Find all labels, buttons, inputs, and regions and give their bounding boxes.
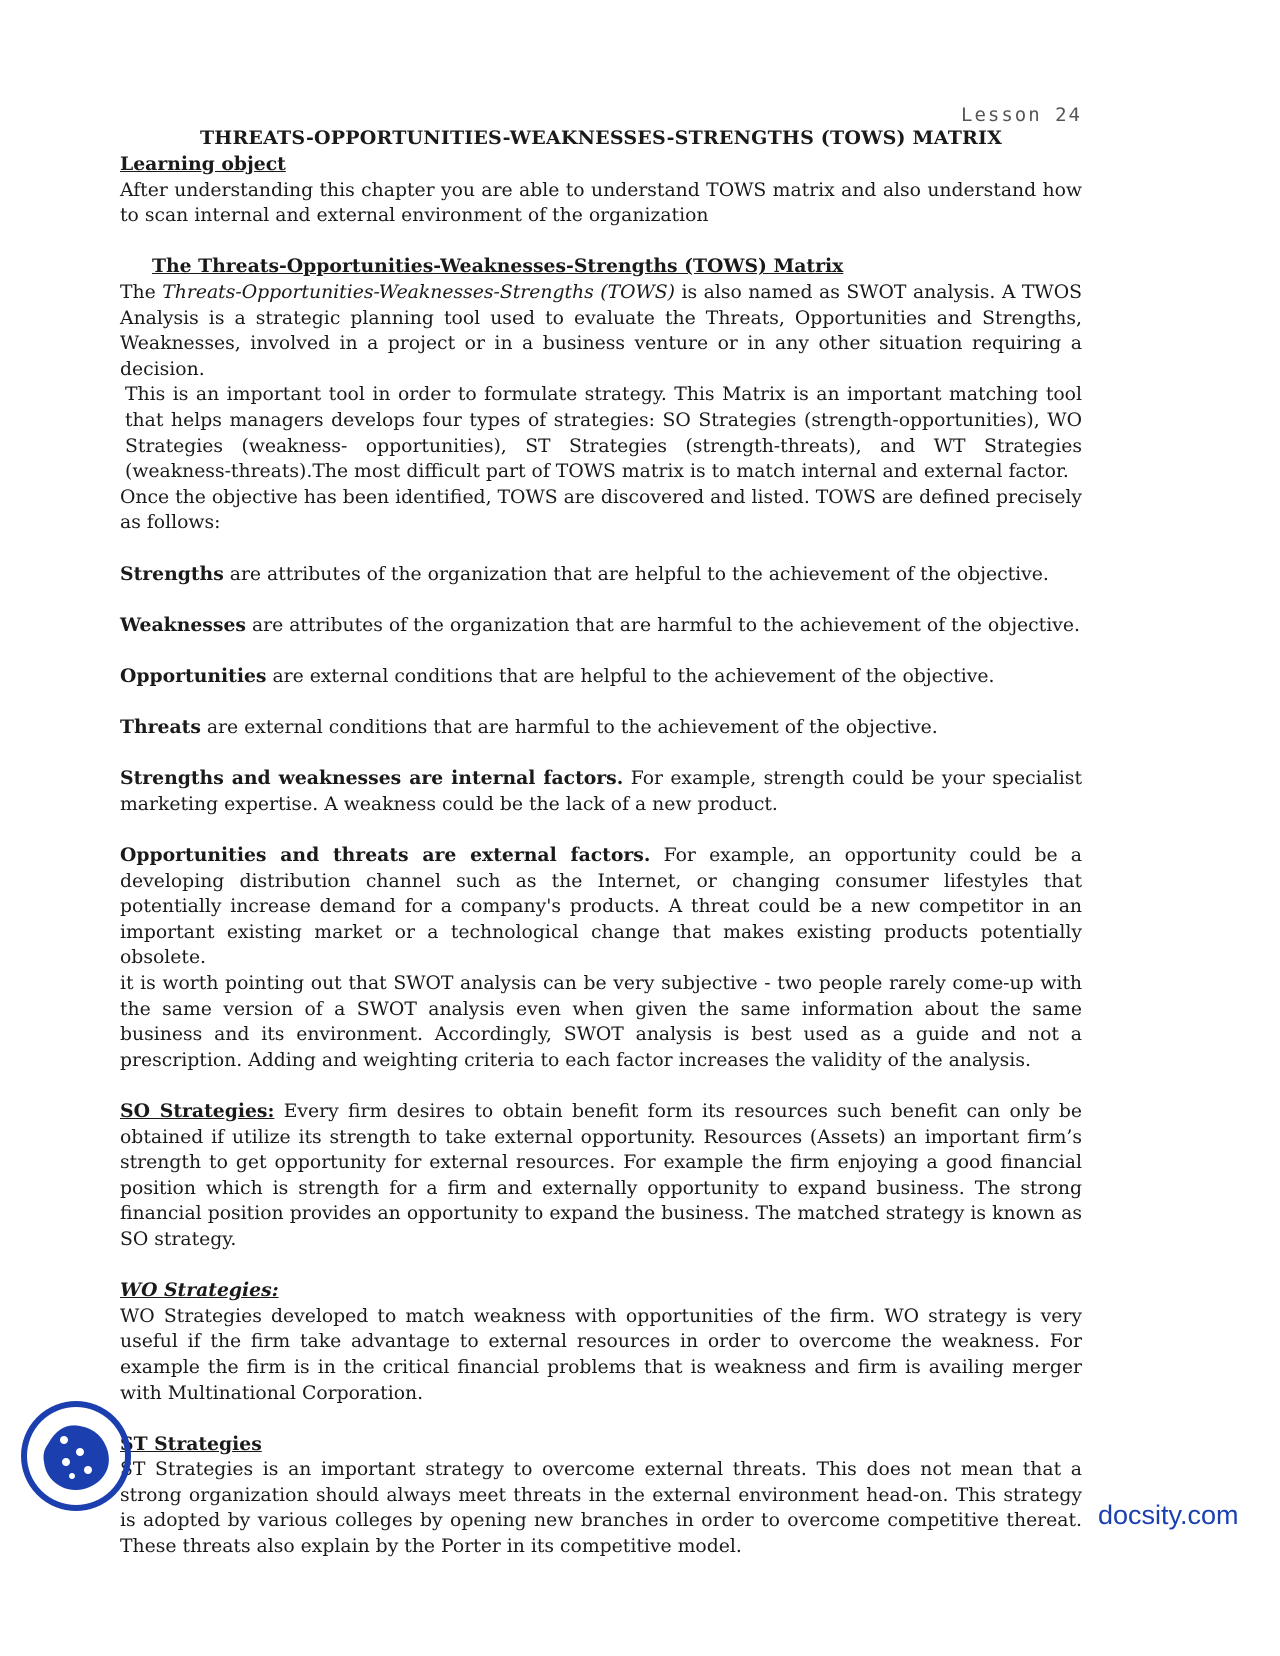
tows-paragraph-1: The Threats-Opportunities-Weaknesses-Strengths (TOWS) is also named as SWOT analysis. A TWOS Analysis is a strategic planning tool used to evaluate the Threats, Opportunities and Strengths, Weaknesses, involved in a project or in a business venture or in any other situation requiring a decision. bbox=[120, 281, 1082, 380]
lesson-number: Lesson 24 bbox=[961, 104, 1082, 126]
wo-strategies-heading: WO Strategies: bbox=[120, 1279, 279, 1302]
so-strategies-paragraph: SO Strategies: Every firm desires to obtain benefit form its resources such benefit can only be obtained if utilize its strength to take external opportunity. Resources (Assets) an important firm’s strength to get opportunity for external resources. For example the firm enjoying a good financial position which is strength for a firm and externally opportunity to expand business. The strong financial position provides an opportunity to expand the business. The matched strategy is known as SO strategy. bbox=[120, 1099, 1082, 1250]
docsity-watermark[interactable]: docsity.com bbox=[1098, 1500, 1239, 1530]
st-strategies-heading: ST Strategies bbox=[120, 1432, 262, 1455]
tows-paragraph-3: Once the objective has been identified, TOWS are discovered and listed. TOWS are defined precisely as follows: bbox=[120, 486, 1082, 534]
definition-strengths: Strengths are attributes of the organization that are helpful to the achievement of the objective. bbox=[120, 562, 1049, 585]
st-strategies-text: ST Strategies is an important strategy to overcome external threats. This does not mean that a strong organization should always meet threats in the external environment head-on. This strategy is adopted by various colleges by opening new branches in order to overcome competitive thereat. These threats also explain by the Porter in its competitive model. bbox=[120, 1459, 1082, 1558]
internal-factors-paragraph: Strengths and weaknesses are internal factors. For example, strength could be your specialist marketing expertise. A weakness could be the lack of a new product. bbox=[120, 767, 1082, 815]
learning-object-text: After understanding this chapter you are able to understand TOWS matrix and also understand how to scan internal and external environment of the organization bbox=[120, 179, 1082, 227]
definition-opportunities: Opportunities are external conditions that are helpful to the achievement of the objective. bbox=[120, 664, 995, 687]
tows-heading: The Threats-Opportunities-Weaknesses-Strengths (TOWS) Matrix bbox=[152, 255, 844, 278]
wo-strategies-text: WO Strategies developed to match weakness with opportunities of the firm. WO strategy is very useful if the firm take advantage to external resources in order to overcome the weakness. For example the firm is in the critical financial problems that is weakness and firm is availing merger with Multinational Corporation. bbox=[120, 1305, 1082, 1404]
docsity-logo-icon bbox=[20, 1400, 132, 1512]
tows-paragraph-2: This is an important tool in order to formulate strategy. This Matrix is an important matching tool that helps managers develops four types of strategies: SO Strategies (strength-opportunities), WO Strategies (weakness- opportunities), ST Strategies (strength-threats), and WT Strategies (weakness-threats).The most difficult part of TOWS matrix is to match internal and external factor. bbox=[125, 384, 1082, 483]
external-factors-paragraph: Opportunities and threats are external factors. For example, an opportunity could be a developing distribution channel such as the Internet, or changing consumer lifestyles that potentially increase demand for a company's products. A threat could be a new competitor in an important existing market or a technological change that makes existing products potentially obsolete. bbox=[120, 844, 1082, 969]
swot-subjective-paragraph: it is worth pointing out that SWOT analysis can be very subjective - two people rarely come-up with the same version of a SWOT analysis even when given the same information about the same business and its environment. Accordingly, SWOT analysis is best used as a guide and not a prescription. Adding and weighting criteria to each factor increases the validity of the analysis. bbox=[120, 973, 1082, 1071]
definition-weaknesses: Weaknesses are attributes of the organization that are harmful to the achievement of the objective. bbox=[120, 613, 1080, 636]
learning-object-heading: Learning object bbox=[120, 153, 286, 175]
document-body bbox=[120, 152, 1082, 1560]
definition-threats: Threats are external conditions that are harmful to the achievement of the objective. bbox=[120, 716, 938, 739]
page-title: THREATS-OPPORTUNITIES-WEAKNESSES-STRENGTHS (TOWS) MATRIX bbox=[199, 127, 1003, 149]
